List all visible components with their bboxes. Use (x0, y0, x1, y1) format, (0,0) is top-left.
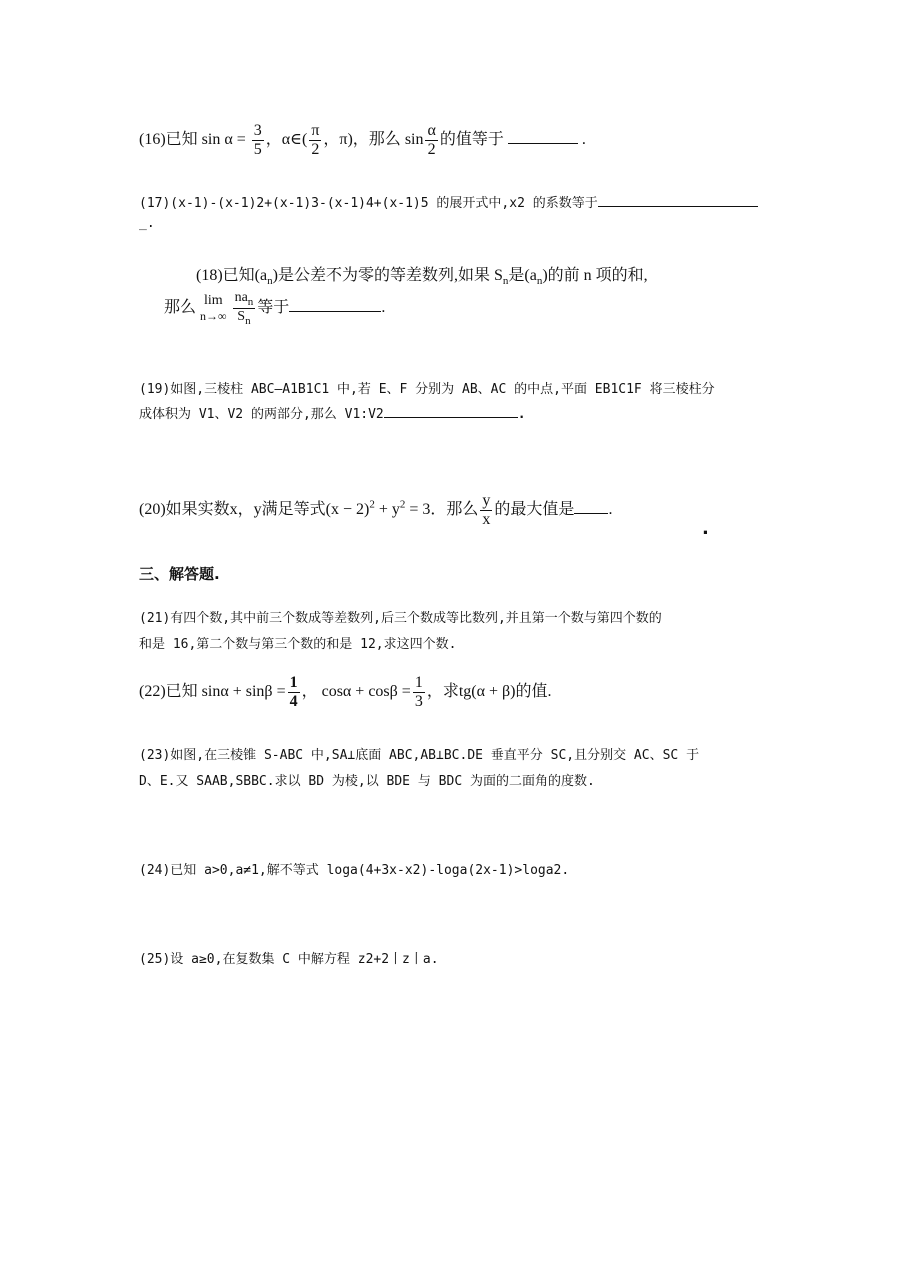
question-21-line1: (21)有四个数,其中前三个数成等差数列,后三个数成等比数列,并且第一个数与第四个数的 (139, 611, 662, 626)
question-20: (20)如果实数x，y满足等式$(x - 2)^2 + y^2 = 3$．那么 $\frac{y}{x}$ 的最大值是 . (139, 492, 613, 528)
question-24: (24)已知 a>0,a≠1,解不等式 loga(4+3x-x2)-loga(2x-1)>loga2. (139, 863, 570, 878)
question-23-line1: (23)如图,在三棱锥 S-ABC 中,SA⊥底面 ABC,AB⊥BC.DE 垂直平分 SC,且分别交 AC、SC 于 (139, 748, 700, 763)
q17-answer-blank (598, 206, 758, 207)
q22-fraction-1-3: $\frac{1}{3}$ (414, 674, 423, 710)
question-21-line2: 和是 16,第二个数与第三个数的和是 12,求这四个数. (139, 637, 457, 652)
q16-suffix: 的值等于 (439, 130, 504, 148)
question-17-line2: _. (139, 216, 155, 231)
q16-sin: sin α = (201, 130, 246, 148)
question-18-line2: 那么 lim n→∞ $\frac{na_n}{S_n}$ 等于 . (164, 290, 386, 327)
q20-answer-blank (574, 513, 608, 514)
question-19-line1: (19)如图,三棱柱 ABC—A1B1C1 中,若 E、F 分别为 AB、AC 的中点,平面 EB1C1F 将三棱柱分 (139, 382, 715, 397)
q18-answer-blank (289, 311, 381, 312)
q16-fraction-alpha-2: $\frac{\alpha}{2}$ (427, 122, 436, 158)
question-23-line2: D、E.又 SAAB,SBBC.求以 BD 为棱,以 BDE 与 BDC 为面的二面角的度数. (139, 774, 595, 789)
q16-prefix: (16)已知 (139, 130, 198, 148)
question-22: (22)已知 sinα + sinβ = $\frac{1}{4}$ ， cosα + cosβ = $\frac{1}{3}$ ，求tg(α + β)的值. (139, 674, 552, 710)
q17-text: (17)(x-1)-(x-1)2+(x-1)3-(x-1)4+(x-1)5 的展开式中,x2 的系数等于 (139, 196, 598, 211)
q22-fraction-1-4: $\frac{1}{4}$ (289, 674, 298, 710)
q18-limit: lim n→∞ (200, 292, 227, 323)
q16-fraction-3-5: $\frac{3}{5}$ (253, 122, 262, 158)
q16-sin2: sin (404, 130, 424, 148)
q19-answer-blank (384, 417, 518, 418)
question-19-line2: 成体积为 V1、V2 的两部分,那么 V1:V2 . (139, 407, 526, 422)
q16-fraction-pi-2: $\frac{\pi}{2}$ (311, 122, 320, 158)
question-25: (25)设 a≥0,在复数集 C 中解方程 z2+2丨z丨a. (139, 952, 439, 967)
q16-mid2: ，π)，那么 (323, 130, 401, 148)
q18-fraction: $\frac{na_n}{S_n}$ (234, 290, 254, 327)
q16-mid1: ，α∈( (265, 130, 308, 148)
q16-answer-blank (508, 143, 578, 144)
question-17-line1 (139, 192, 758, 211)
section-title-3: 三、解答题. (139, 565, 220, 583)
question-18-line1: (18)已知$(a_n)$是公差不为零的等差数列,如果 $S_n$是$(a_n)$的前 n 项的和, (196, 267, 648, 288)
q20-trailing-dot: . (702, 518, 709, 539)
q20-fraction-y-x: $\frac{y}{x}$ (482, 492, 491, 528)
q16-end: . (581, 130, 586, 148)
question-16 (139, 122, 586, 158)
